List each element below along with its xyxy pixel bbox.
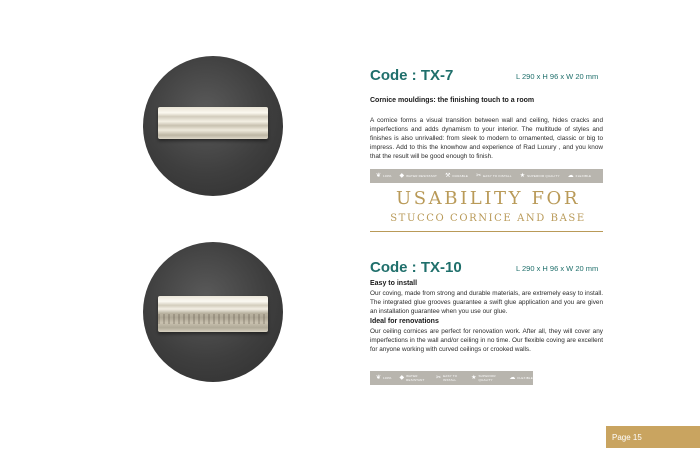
product-subheading-tx7: Cornice mouldings: the finishing touch to a room xyxy=(370,97,535,104)
cornice-molding-tx10 xyxy=(158,296,268,332)
product-dimensions-tx10: L 290 x H 96 x W 20 mm xyxy=(516,264,599,273)
star-icon: ★ xyxy=(471,375,477,381)
leaf-icon: ❦ xyxy=(376,173,382,179)
feature-item: ❦ 100% xyxy=(376,375,392,381)
banner-divider xyxy=(370,231,603,232)
feature-item: ❦ 100% xyxy=(376,173,392,179)
product-dimensions-tx7: L 290 x H 96 x W 20 mm xyxy=(516,72,599,81)
saw-icon: ✂ xyxy=(476,173,482,179)
water-drop-icon: ◆ xyxy=(399,173,405,179)
feature-item: ☁ FLEXIBLE xyxy=(567,173,592,179)
cornice-molding-tx7 xyxy=(158,107,268,139)
star-icon: ★ xyxy=(519,173,526,179)
leaf-icon: ❦ xyxy=(376,375,382,381)
usability-banner-subtitle: STUCCO CORNICE AND BASE xyxy=(390,213,586,224)
feature-item: ⚒ DURABLE xyxy=(445,173,469,179)
paragraph-ideal-for-renovations: Our ceiling cornices are perfect for renovation work. After all, they will cover any imperfections in the wall and/or ceiling in no time. Our flexible coving are excellent for anyone working with curved ceilings or crooked walls. xyxy=(370,328,603,353)
heading-ideal-for-renovations: Ideal for renovations xyxy=(370,318,439,325)
feature-item: ★ SUPERIOR QUALITY xyxy=(519,173,560,179)
feature-item: ✂ EASY TO INSTALL xyxy=(476,173,512,179)
feature-item: ✂ EASY TO INSTALL xyxy=(436,374,458,382)
product-description-tx7: A cornice forms a visual transition between wall and ceiling, hides cracks and imperfections and adds dynamism to your interior. The multitude of styles and finishes is also unrivalled: from sleek to modern to ornamented, classic or big to impress. Add to this the knowhow and experience of Rad Luxury , and you know that the result will be good enough to finish. xyxy=(370,117,603,160)
water-drop-icon: ◆ xyxy=(399,375,405,381)
feature-item: ◆ WATER RESISTANT xyxy=(399,173,438,179)
heading-easy-to-install: Easy to install xyxy=(370,280,418,287)
cloud-icon: ☁ xyxy=(567,173,574,179)
paragraph-easy-to-install: Our coving, made from strong and durable materials, are extremely easy to install. The integrated glue grooves guarantee a swift glue application and you are given an installation guarantee when you use our glue. xyxy=(370,290,603,315)
product-code-tx7: Code : TX-7 xyxy=(370,67,454,84)
feature-item: ☁ FLEXIBLE xyxy=(509,375,533,381)
features-bar-tx7 xyxy=(370,169,603,183)
product-image-tx10 xyxy=(143,242,283,382)
product-code-tx10: Code : TX-10 xyxy=(370,259,462,276)
feature-item: ★ SUPERIOR QUALITY xyxy=(471,374,496,382)
usability-banner-title: USABILITY FOR xyxy=(395,188,581,209)
cloud-icon: ☁ xyxy=(509,375,516,381)
feature-item: ◆ WATER RESISTANT xyxy=(399,374,425,382)
hammer-icon: ⚒ xyxy=(445,173,451,179)
features-bar-tx10 xyxy=(370,371,533,385)
product-image-tx7 xyxy=(143,56,283,196)
page-number: Page 15 xyxy=(606,426,700,448)
saw-icon: ✂ xyxy=(436,375,442,381)
